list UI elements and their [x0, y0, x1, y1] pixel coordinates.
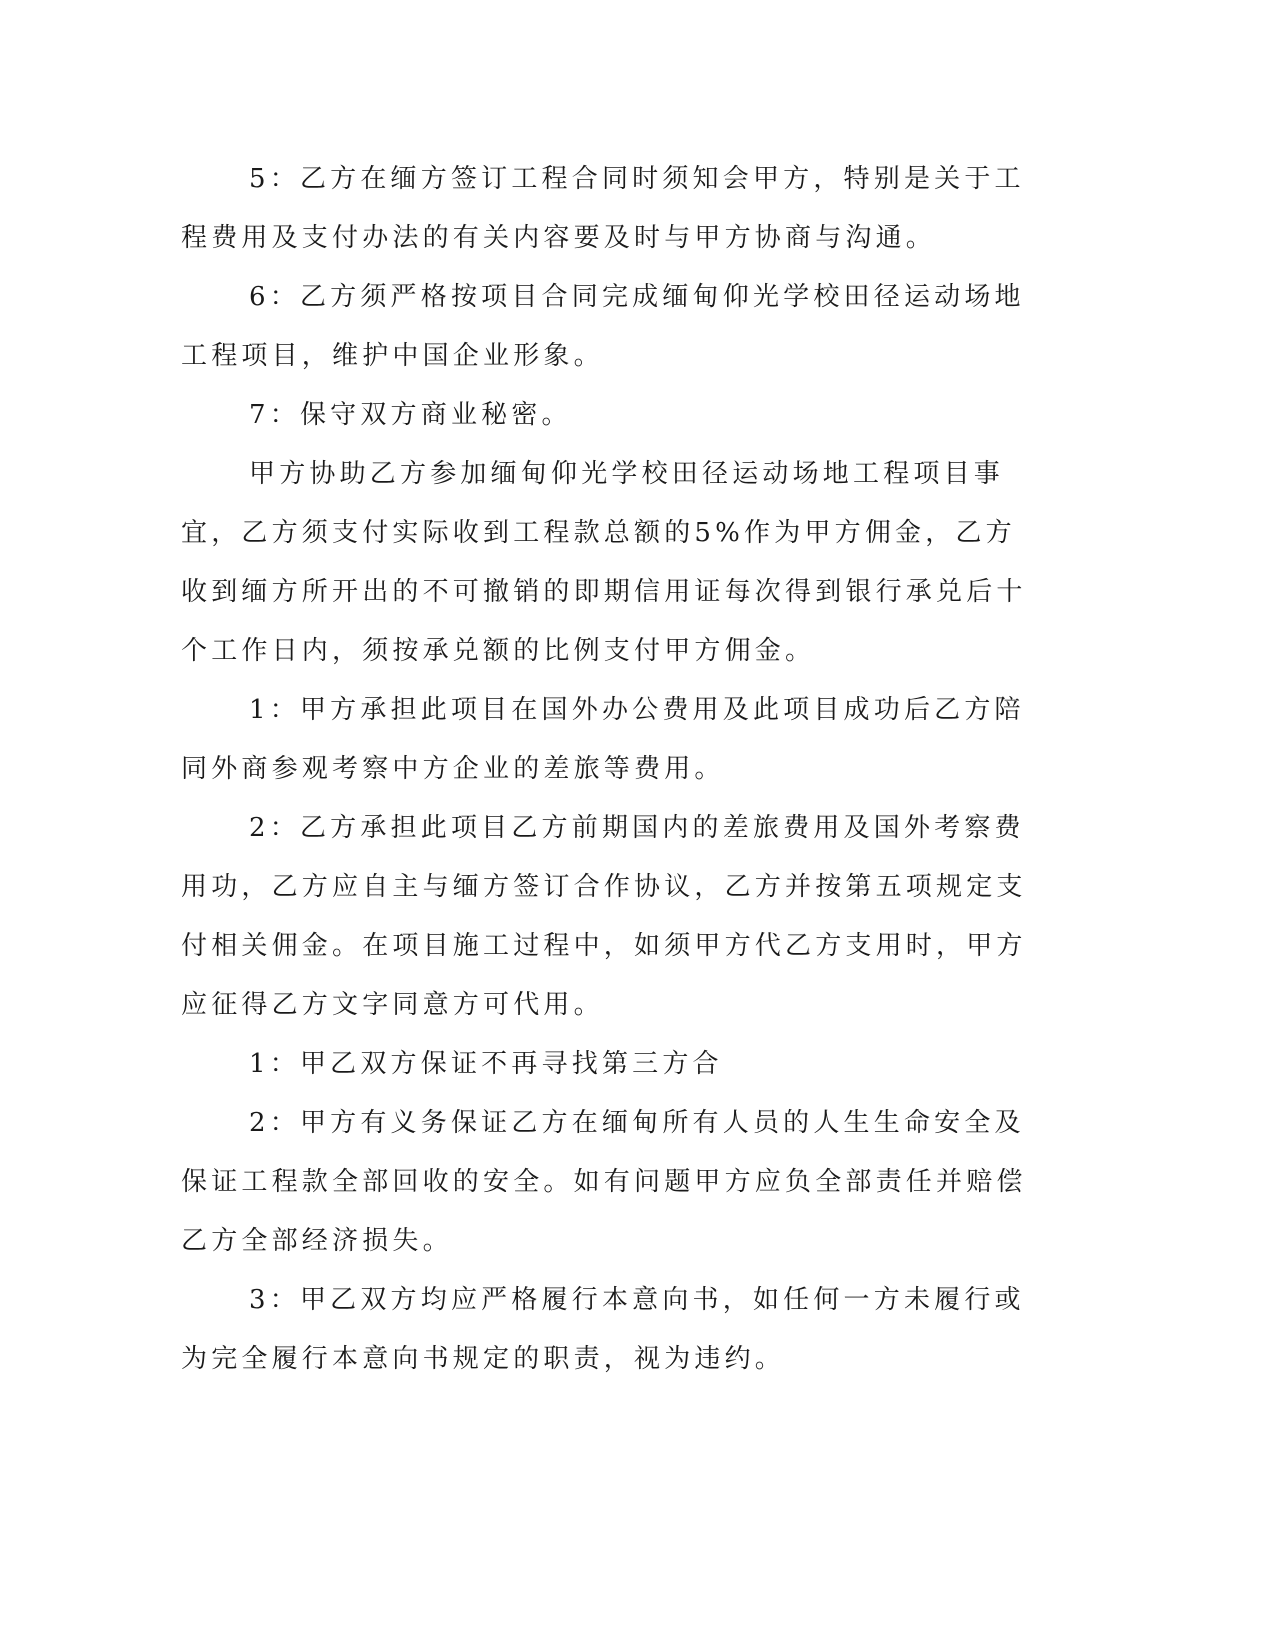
paragraph-no-third-party: 1：甲乙双方保证不再寻找第三方合: [249, 1049, 723, 1079]
paragraph-clause-5: 5：乙方在缅方签订工程合同时须知会甲方，特别是关于工程费用及支付办法的有关内容要及时与甲方协商与沟通。: [181, 164, 1025, 253]
paragraph-party-b-costs: 2：乙方承担此项目乙方前期国内的差旅费用及国外考察费用功，乙方应自主与缅方签订合作协议，乙方并按第五项规定支付相关佣金。在项目施工过程中，如须甲方代乙方支用时，甲方应征得乙方文字同意方可代用。: [181, 813, 1027, 1020]
document-page: [181, 150, 1031, 1389]
paragraph-clause-6: 6：乙方须严格按项目合同完成缅甸仰光学校田径运动场地工程项目，维护中国企业形象。: [181, 282, 1025, 371]
paragraph-clause-7: 7：保守双方商业秘密。: [249, 400, 572, 430]
paragraph-party-a-costs: 1：甲方承担此项目在国外办公费用及此项目成功后乙方陪同外商参观考察中方企业的差旅等费用。: [181, 695, 1025, 784]
paragraph-commission: 甲方协助乙方参加缅甸仰光学校田径运动场地工程项目事宜，乙方须支付实际收到工程款总额的5%作为甲方佣金，乙方收到缅方所开出的不可撤销的即期信用证每次得到银行承兑后十个工作日内，须按承兑额的比例支付甲方佣金。: [181, 459, 1027, 666]
paragraph-safety-guarantee: 2：甲方有义务保证乙方在缅甸所有人员的人生生命安全及保证工程款全部回收的安全。如有问题甲方应负全部责任并赔偿乙方全部经济损失。: [181, 1108, 1027, 1256]
paragraph-breach: 3：甲乙双方均应严格履行本意向书，如任何一方未履行或为完全履行本意向书规定的职责，视为违约。: [181, 1285, 1025, 1374]
